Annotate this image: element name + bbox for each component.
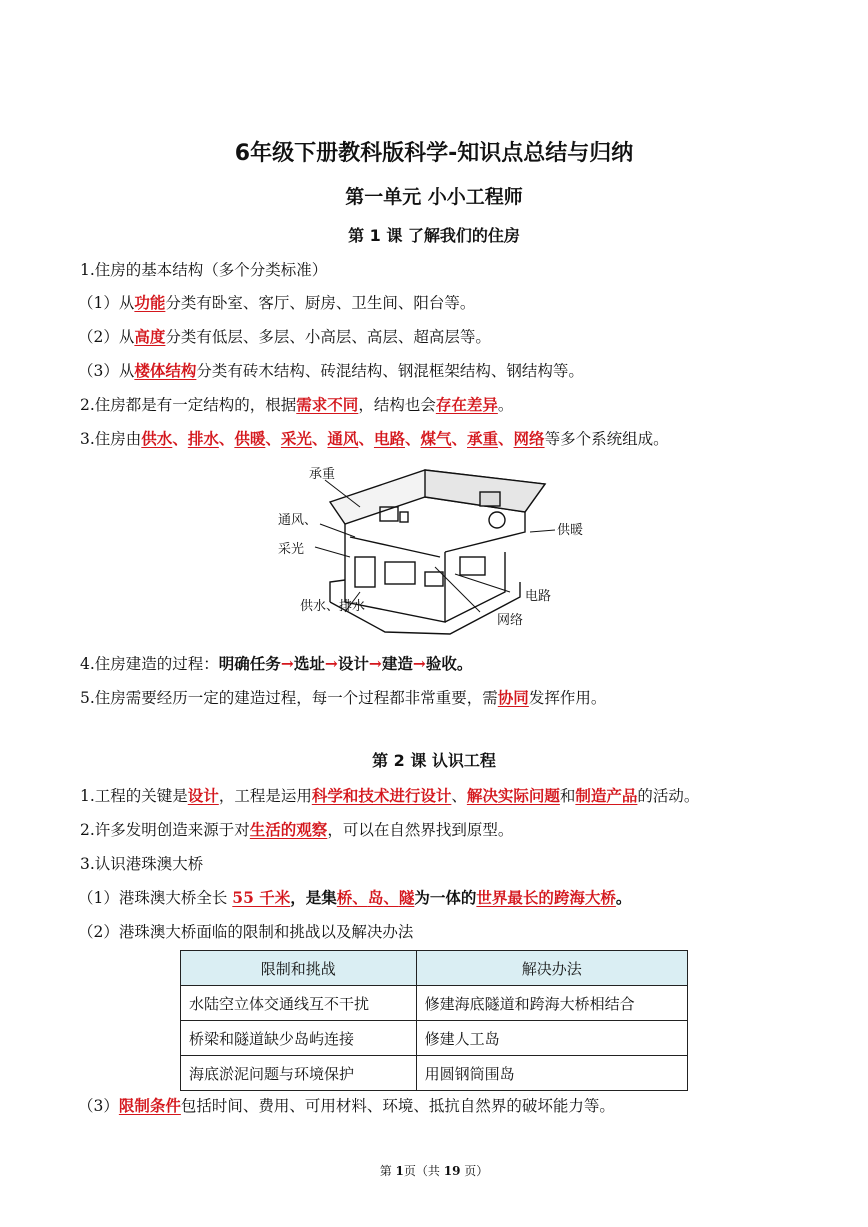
text: 4.住房建造的过程： bbox=[80, 655, 219, 673]
text: 1.工程的关键是 bbox=[80, 787, 188, 805]
system-list bbox=[141, 430, 544, 448]
fig-label-load: 承重 bbox=[309, 467, 336, 482]
arrow-icon: → bbox=[412, 654, 426, 673]
page-number: 1 bbox=[395, 1164, 404, 1178]
separator: 、 bbox=[218, 429, 235, 448]
separator: 、 bbox=[172, 429, 188, 448]
l1-point-1c bbox=[78, 359, 584, 381]
text: 包括时间、费用、可用材料、环境、抵抗自然界的破坏能力等。 bbox=[180, 1097, 615, 1115]
system-keyword: 通风 bbox=[327, 429, 359, 448]
fig-label-water: 供水、排水 bbox=[300, 599, 366, 614]
document-title: 6年级下册教科版科学-知识点总结与归纳 bbox=[234, 141, 634, 166]
text: （3）从 bbox=[78, 362, 135, 380]
l1-point-4 bbox=[80, 652, 472, 674]
separator: 、 bbox=[404, 429, 421, 448]
unit-heading: 第一单元 小小工程师 bbox=[345, 186, 523, 208]
keyword: 55 千米 bbox=[232, 888, 291, 907]
keyword: 解决实际问题 bbox=[466, 786, 560, 805]
arrow-icon: → bbox=[368, 654, 382, 673]
text: 为一体的 bbox=[414, 888, 477, 907]
keyword: 功能 bbox=[134, 293, 166, 312]
l2-point-3a bbox=[78, 886, 631, 908]
text: 2.住房都是有一定结构的，根据 bbox=[80, 396, 297, 414]
table-header-row bbox=[181, 951, 688, 986]
system-keyword: 采光 bbox=[280, 429, 312, 448]
construction-step: 选址 bbox=[293, 654, 325, 673]
keyword: 协同 bbox=[497, 688, 529, 707]
table-row bbox=[181, 986, 688, 1021]
text: 、 bbox=[352, 888, 368, 907]
separator: 、 bbox=[358, 429, 374, 448]
construction-step: 验收。 bbox=[425, 654, 473, 673]
table-cell: 用圆钢筒围岛 bbox=[416, 1056, 687, 1091]
separator: 、 bbox=[265, 429, 281, 448]
table-row bbox=[181, 1056, 688, 1091]
keyword: 存在差异 bbox=[435, 395, 498, 414]
construction-step: 明确任务 bbox=[218, 654, 281, 673]
fig-label-circuit: 电路 bbox=[525, 589, 552, 604]
text: ，可以在自然界找到原型。 bbox=[327, 821, 514, 839]
l2-point-3b: （2）港珠澳大桥面临的限制和挑战以及解决办法 bbox=[78, 923, 414, 941]
keyword: 限制条件 bbox=[118, 1096, 181, 1115]
text: 2.许多发明创造来源于对 bbox=[80, 821, 250, 839]
l1-point-1: 1.住房的基本结构（多个分类标准） bbox=[80, 261, 328, 279]
keyword: 科学和技术进行设计 bbox=[311, 786, 452, 805]
text: 的活动。 bbox=[637, 787, 700, 805]
text: 页（共 bbox=[403, 1164, 444, 1178]
table-header-cell: 限制和挑战 bbox=[181, 951, 417, 986]
construction-steps bbox=[219, 654, 473, 673]
table-cell: 水陆空立体交通线互不干扰 bbox=[181, 986, 417, 1021]
system-keyword: 排水 bbox=[187, 429, 219, 448]
keyword: 桥 bbox=[336, 888, 353, 907]
keyword: 设计 bbox=[187, 786, 219, 805]
fig-label-ventilation: 通风、 bbox=[278, 513, 318, 528]
keyword: 生活的观察 bbox=[249, 820, 328, 839]
construction-step: 建造 bbox=[381, 654, 413, 673]
text: （1）从 bbox=[78, 294, 135, 312]
keyword: 楼体结构 bbox=[134, 361, 197, 380]
table-cell: 海底淤泥问题与环境保护 bbox=[181, 1056, 417, 1091]
table-cell: 修建海底隧道和跨海大桥相结合 bbox=[416, 986, 687, 1021]
text: 分类有卧室、客厅、厨房、卫生间、阳台等。 bbox=[165, 294, 476, 312]
separator: 、 bbox=[451, 429, 468, 448]
text: 和 bbox=[559, 787, 576, 805]
l2-point-3c bbox=[78, 1094, 615, 1116]
text: （3） bbox=[78, 1097, 119, 1115]
text: 3.住房由 bbox=[80, 430, 142, 448]
keyword: 隧 bbox=[398, 888, 415, 907]
separator: 、 bbox=[498, 429, 514, 448]
text: （2）从 bbox=[78, 328, 135, 346]
fig-label-network: 网络 bbox=[497, 613, 524, 628]
l2-point-1 bbox=[80, 784, 699, 806]
fig-label-lighting: 采光 bbox=[278, 542, 305, 557]
text: ，工程是运用 bbox=[218, 787, 312, 805]
keyword: 高度 bbox=[134, 327, 166, 346]
l1-point-1a bbox=[78, 291, 475, 313]
system-keyword: 煤气 bbox=[420, 429, 452, 448]
l1-point-3 bbox=[80, 427, 669, 449]
system-keyword: 供水 bbox=[141, 429, 173, 448]
text: 。 bbox=[615, 888, 632, 907]
keyword: 世界最长的跨海大桥 bbox=[476, 888, 616, 907]
table-cell: 修建人工岛 bbox=[416, 1021, 687, 1056]
table-row bbox=[181, 1021, 688, 1056]
challenges-table bbox=[180, 950, 688, 1091]
keyword: 需求不同 bbox=[296, 395, 359, 414]
l1-point-1b bbox=[78, 325, 491, 347]
keyword: 制造产品 bbox=[575, 786, 638, 805]
arrow-icon: → bbox=[280, 654, 294, 673]
table-header-cell: 解决办法 bbox=[416, 951, 687, 986]
text: 5.住房需要经历一定的建造过程，每一个过程都非常重要，需 bbox=[80, 689, 498, 707]
text: 第 bbox=[379, 1164, 396, 1178]
text: 。 bbox=[497, 396, 514, 414]
system-keyword: 承重 bbox=[467, 429, 499, 448]
text: 分类有砖木结构、砖混结构、钢混框架结构、钢结构等。 bbox=[196, 362, 584, 380]
system-keyword: 网络 bbox=[513, 429, 545, 448]
text: （1）港珠澳大桥全长 bbox=[78, 889, 233, 907]
text: ，结构也会 bbox=[358, 396, 436, 414]
l1-point-5 bbox=[80, 686, 606, 708]
lesson-2-heading: 第 2 课 认识工程 bbox=[372, 751, 496, 770]
system-keyword: 供暖 bbox=[234, 429, 266, 448]
text: 、 bbox=[383, 888, 399, 907]
text: 、 bbox=[451, 787, 467, 805]
l2-point-2 bbox=[80, 818, 513, 840]
l1-point-2 bbox=[80, 393, 513, 415]
table-cell: 桥梁和隧道缺少岛屿连接 bbox=[181, 1021, 417, 1056]
page-footer bbox=[0, 1162, 868, 1179]
construction-step: 设计 bbox=[337, 654, 369, 673]
system-keyword: 电路 bbox=[373, 429, 405, 448]
separator: 、 bbox=[311, 429, 328, 448]
house-systems-illustration bbox=[275, 462, 595, 642]
text: 发挥作用。 bbox=[528, 689, 607, 707]
text: 页） bbox=[460, 1164, 489, 1178]
fig-label-heating: 供暖 bbox=[557, 523, 584, 538]
text: 分类有低层、多层、小高层、高层、超高层等。 bbox=[165, 328, 491, 346]
text: 等多个系统组成。 bbox=[544, 430, 669, 448]
lesson-1-heading: 第 1 课 了解我们的住房 bbox=[348, 226, 520, 245]
l2-point-3: 3.认识港珠澳大桥 bbox=[80, 855, 204, 873]
page-total: 19 bbox=[443, 1164, 461, 1178]
arrow-icon: → bbox=[324, 654, 338, 673]
keyword: 岛 bbox=[367, 888, 384, 907]
text: ，是集 bbox=[290, 888, 337, 907]
